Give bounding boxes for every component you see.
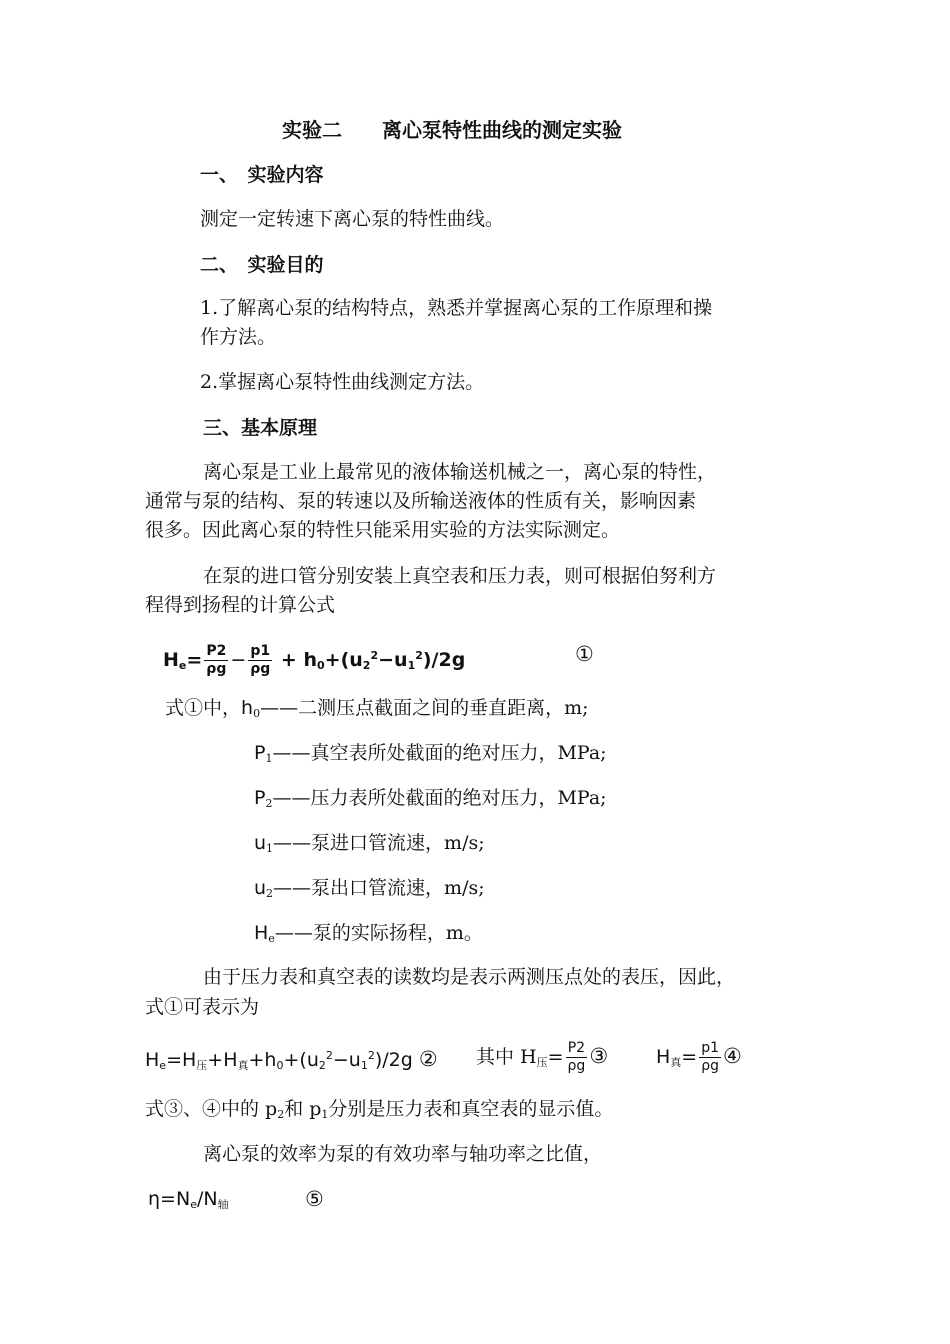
- equation-4-marker: ④: [723, 1044, 742, 1068]
- section-heading-purpose: 二、 实验目的: [200, 254, 324, 276]
- equation-1: $H_e=$ $\frac{P2}{\rho g}$ − $\frac{p1}{\rho g}$ + $h_0+(u_2^2-u_1^2)/2g$: [163, 643, 466, 677]
- para5-line1: 离心泵的效率为泵的有效功率与轴功率之比值，: [203, 1143, 603, 1165]
- definition-u2: $u_2——$泵出口管流速，m/s;: [254, 877, 485, 900]
- principle-para2-line1: 在泵的进口管分别安装上真空表和压力表，则可根据伯努利方: [203, 565, 717, 587]
- equation-5: $\eta=N_e/N_轴$: [148, 1188, 229, 1211]
- equation-2-marker: ②: [418, 1047, 438, 1071]
- definition-p1: $P_1——$真空表所处截面的绝对压力，MPa;: [254, 742, 607, 765]
- principle-para1-line3: 很多。因此离心泵的特性只能采用实验的方法实际测定。: [145, 519, 621, 541]
- definition-h0: 式①中，$h_0——$二测压点截面之间的垂直距离，m;: [165, 697, 589, 720]
- fraction-p1-rhog-2: $\frac{p1}{\rho g}$: [701, 1040, 720, 1074]
- equation-3-marker: ③: [589, 1044, 609, 1068]
- para3-line2: 式①可表示为: [145, 996, 260, 1018]
- section-content-body: 测定一定转速下离心泵的特性曲线。: [200, 208, 505, 230]
- equation-3: 其中 $H_压=$ $\frac{P2}{\rho g}$ ③: [476, 1040, 609, 1074]
- equation-5-marker: ⑤: [305, 1187, 324, 1211]
- definition-p2: $P_2——$压力表所处截面的绝对压力，MPa;: [254, 787, 607, 810]
- fraction-p2-rhog-2: $\frac{P2}{\rho g}$: [567, 1040, 586, 1074]
- equation-2: $H_e=H_压+H_真+h_0+(u_2^2-u_1^2)/2g$ ②: [145, 1047, 438, 1072]
- section-heading-content: 一、 实验内容: [200, 164, 324, 186]
- definition-u1: $u_1——$泵进口管流速，m/s;: [254, 832, 485, 855]
- equation-4: $H_真=$ $\frac{p1}{\rho g}$ ④: [656, 1040, 742, 1074]
- para3-line1: 由于压力表和真空表的读数均是表示两测压点处的表压，因此，: [203, 966, 736, 988]
- fraction-p1-rhog: $\frac{p1}{\rho g}$: [250, 643, 271, 677]
- principle-para1-line2: 通常与泵的结构、泵的转速以及所输送液体的性质有关，影响因素: [145, 490, 697, 512]
- para4: 式③、④中的 $p_2$和 $p_1$分别是压力表和真空表的显示值。: [145, 1098, 614, 1121]
- principle-para2-line2: 程得到扬程的计算公式: [145, 594, 336, 616]
- fraction-p2-rhog: $\frac{P2}{\rho g}$: [206, 643, 227, 677]
- definition-he: $H_e——$泵的实际扬程，m。: [254, 922, 483, 945]
- section-heading-principle: 三、基本原理: [203, 417, 318, 439]
- equation-1-marker: ①: [575, 642, 594, 666]
- principle-para1-line1: 离心泵是工业上最常见的液体输送机械之一，离心泵的特性，: [203, 461, 717, 483]
- purpose-item-1-line-1: 1.了解离心泵的结构特点，熟悉并掌握离心泵的工作原理和操: [200, 297, 713, 319]
- page-title: 实验二 离心泵特性曲线的测定实验: [282, 118, 622, 142]
- purpose-item-2: 2.掌握离心泵特性曲线测定方法。: [200, 371, 485, 393]
- purpose-item-1-line-2: 作方法。: [200, 326, 277, 348]
